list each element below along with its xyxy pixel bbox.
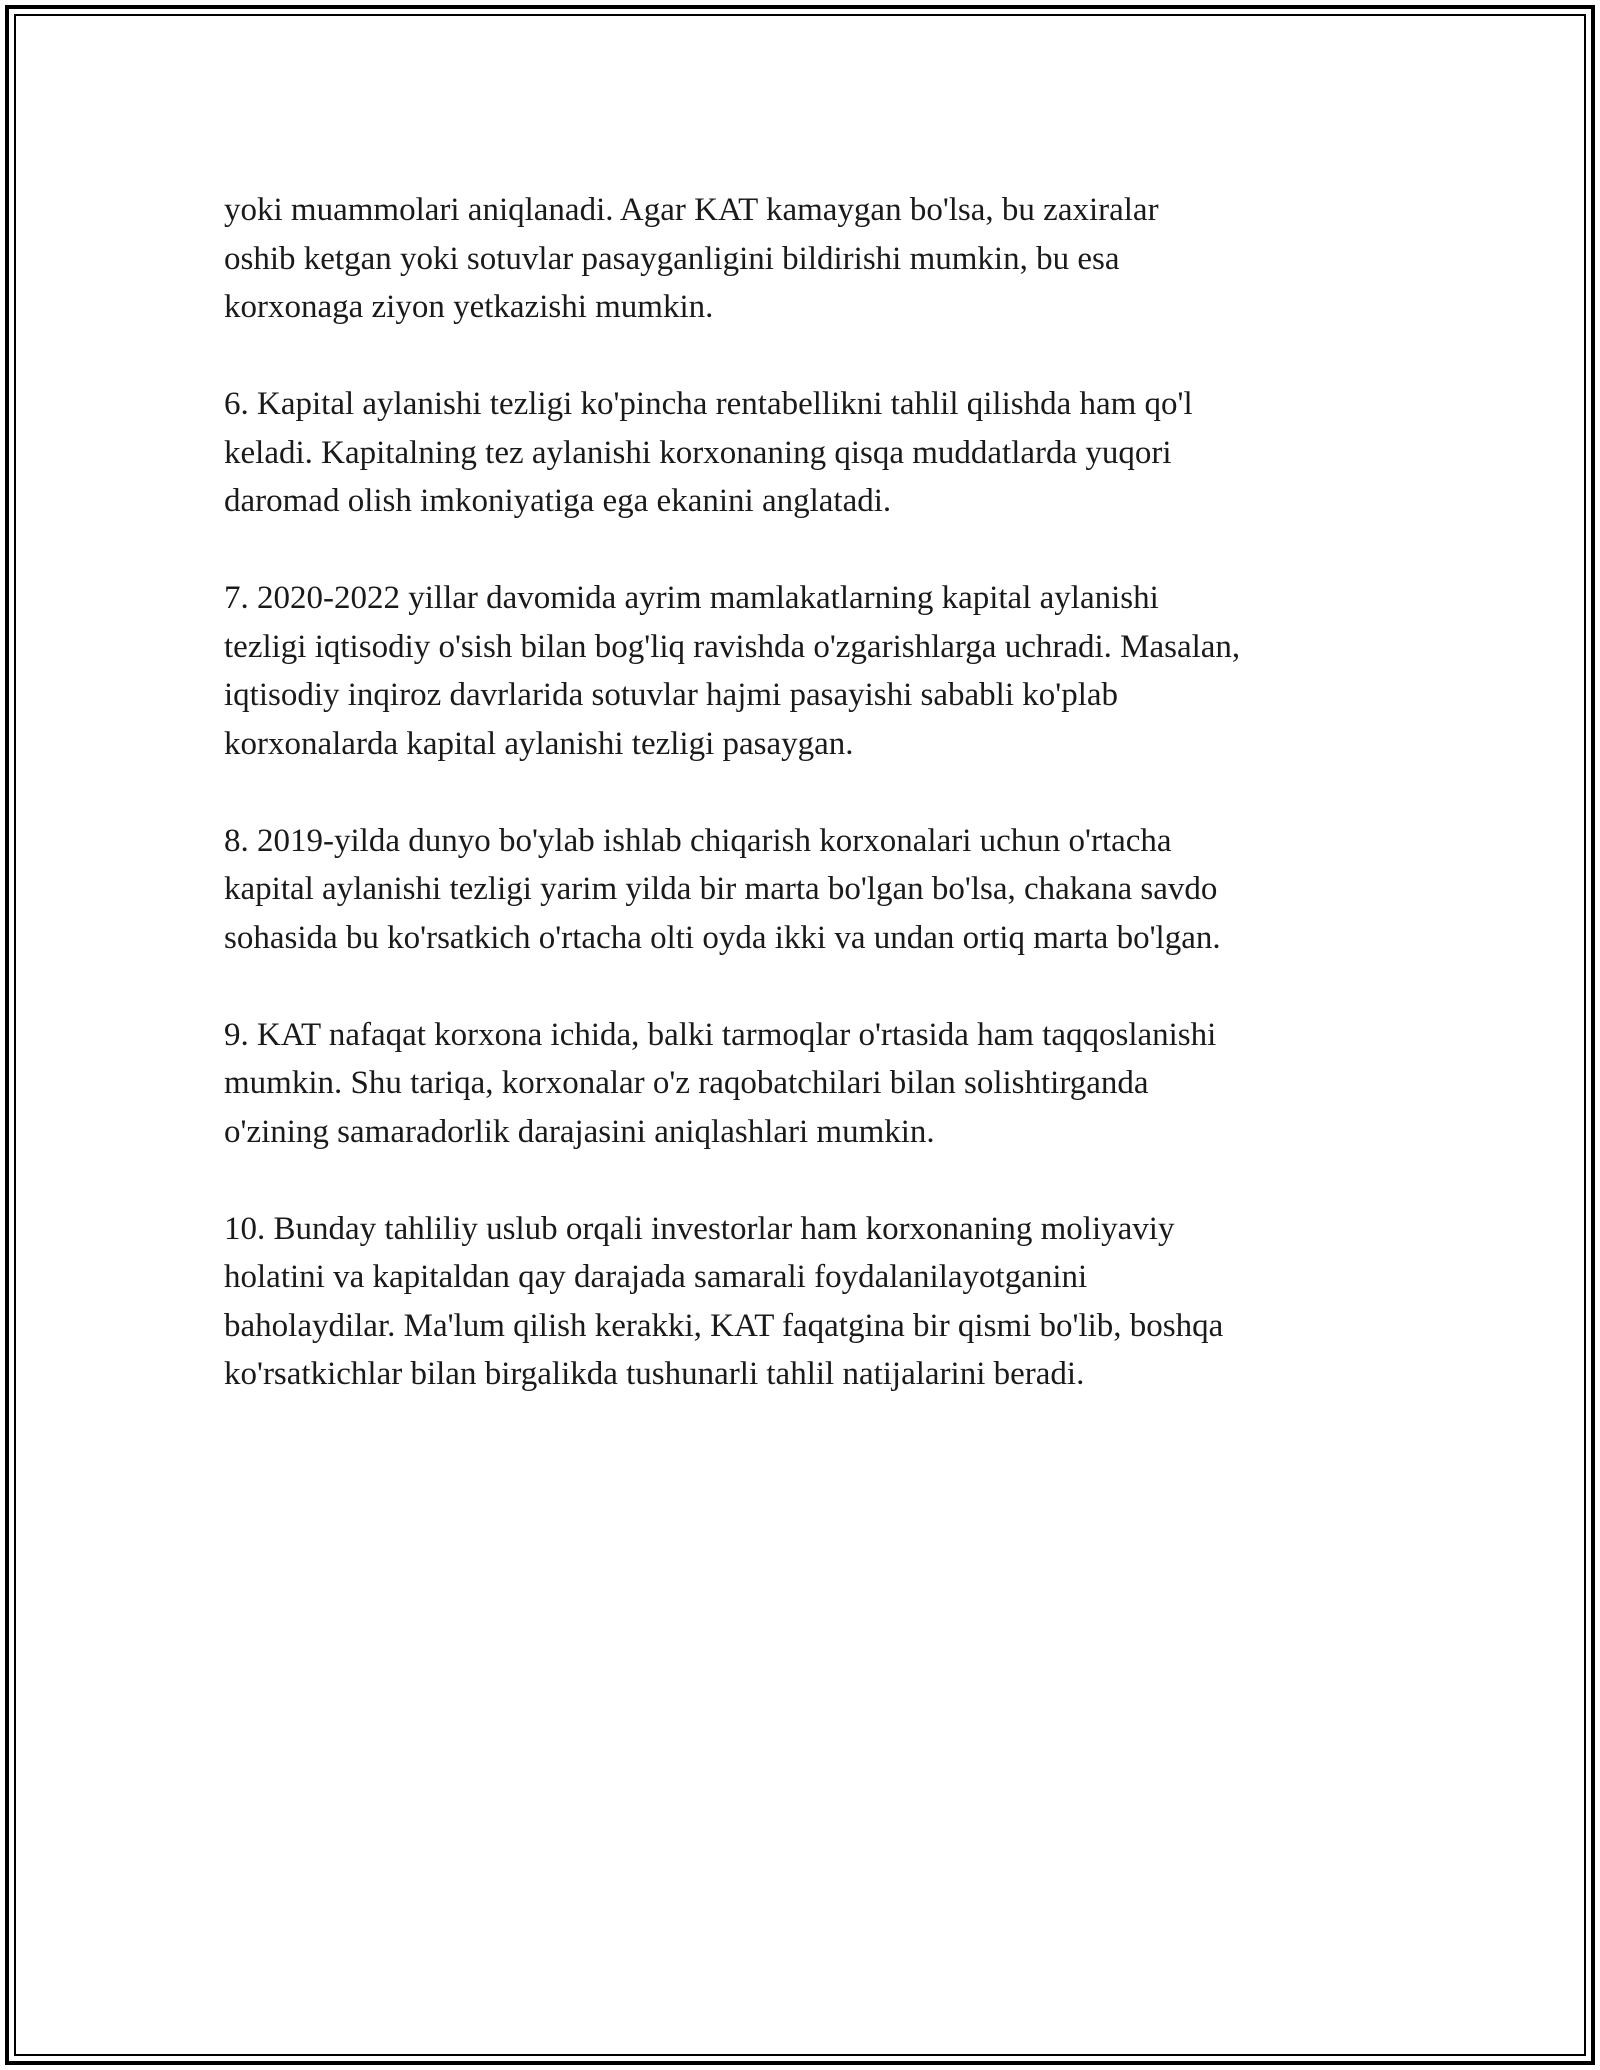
paragraph-item-9	[224, 1011, 1384, 1157]
text-line: 8. 2019-yilda dunyo bo'ylab ishlab chiqarish korxonalari uchun o'rtacha	[224, 822, 1172, 859]
text-line: korxonalarda kapital aylanishi tezligi pasaygan.	[224, 725, 854, 762]
text-line: 7. 2020-2022 yillar davomida ayrim mamlakatlarning kapital aylanishi	[224, 580, 1159, 616]
text-line: 9. KAT nafaqat korxona ichida, balki tarmoqlar o'rtasida ham taqqoslanishi	[224, 1016, 1217, 1053]
text-line: iqtisodiy inqiroz davrlarida sotuvlar hajmi pasayishi sababli ko'plab	[224, 677, 1119, 713]
paragraph-continuation	[224, 186, 1384, 332]
text-line: sohasida bu ko'rsatkich o'rtacha olti oyda ikki va undan ortiq marta bo'lgan.	[224, 919, 1221, 956]
paragraph-item-6	[224, 380, 1384, 526]
text-line: ko'rsatkichlar bilan birgalikda tushunarli tahlil natijalarini beradi.	[224, 1356, 1085, 1392]
text-line: 10. Bunday tahliliy uslub orqali investorlar ham korxonaning moliyaviy	[224, 1210, 1175, 1247]
text-line: daromad olish imkoniyatiga ega ekanini anglatadi.	[224, 483, 892, 519]
text-line: tezligi iqtisodiy o'sish bilan bog'liq ravishda o'zgarishlarga uchradi. Masalan,	[224, 628, 1241, 665]
text-line: korxonaga ziyon yetkazishi mumkin.	[224, 289, 714, 325]
text-line: mumkin. Shu tariqa, korxonalar o'z raqobatchilari bilan solishtirganda	[224, 1065, 1149, 1101]
text-line: holatini va kapitaldan qay darajada samarali foydalanilayotganini	[224, 1259, 1088, 1295]
document-body	[224, 186, 1384, 1447]
text-line: baholaydilar. Ma'lum qilish kerakki, KAT faqatgina bir qismi bo'lib, boshqa	[224, 1307, 1224, 1344]
text-line: 6. Kapital aylanishi tezligi ko'pincha rentabellikni tahlil qilishda ham qo'l	[224, 386, 1193, 422]
paragraph-item-8	[224, 817, 1384, 963]
text-line: yoki muammolari aniqlanadi. Agar KAT kamaygan bo'lsa, bu zaxiralar	[224, 192, 1159, 228]
text-line: o'zining samaradorlik darajasini aniqlashlari mumkin.	[224, 1113, 935, 1150]
paragraph-item-10	[224, 1205, 1384, 1399]
text-line: kapital aylanishi tezligi yarim yilda bir marta bo'lgan bo'lsa, chakana savdo	[224, 871, 1218, 907]
text-line: oshib ketgan yoki sotuvlar pasayganligini bildirishi mumkin, bu esa	[224, 240, 1120, 277]
text-line: keladi. Kapitalning tez aylanishi korxonaning qisqa muddatlarda yuqori	[224, 434, 1172, 471]
paragraph-item-7	[224, 574, 1384, 768]
